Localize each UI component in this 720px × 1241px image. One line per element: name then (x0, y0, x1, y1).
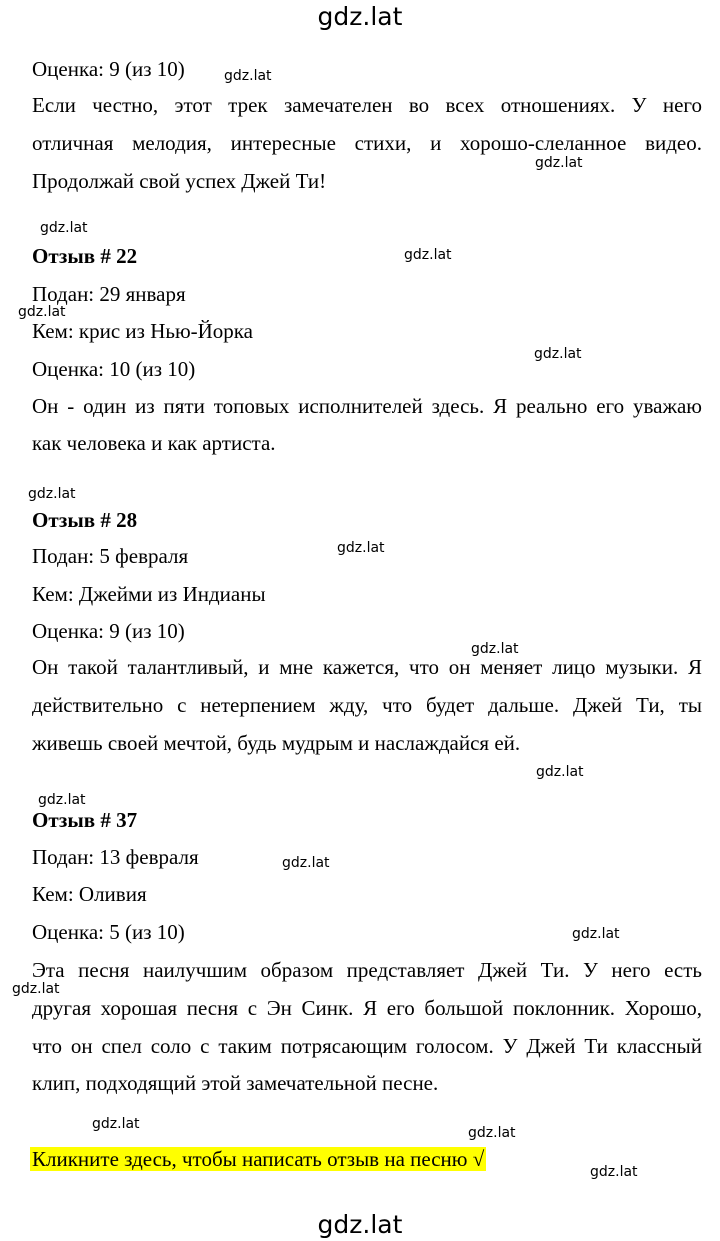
watermark: gdz.lat (18, 304, 66, 320)
review-body-line: Он - один из пяти топовых исполнителей здесь. Я реально его уважаю (32, 394, 702, 418)
intro-body-line: отличная мелодия, интересные стихи, и хорошо-слеланное видео. (32, 131, 702, 155)
review-body-line: действительно с нетерпением жду, что будет дальше. Джей Ти, ты (32, 693, 702, 717)
watermark: gdz.lat (28, 486, 76, 502)
intro-body-line: Продолжай свой успех Джей Ти! (32, 169, 327, 193)
review-author: Кем: Джейми из Индианы (32, 582, 266, 606)
watermark: gdz.lat (590, 1164, 638, 1180)
review-rating: Оценка: 10 (из 10) (32, 357, 196, 381)
watermark: gdz.lat (282, 855, 330, 871)
review-body-line: что он спел соло с таким потрясающим голосом. У Джей Ти классный (32, 1034, 702, 1058)
watermark: gdz.lat (471, 641, 519, 657)
review-rating: Оценка: 9 (из 10) (32, 619, 185, 643)
watermark: gdz.lat (337, 540, 385, 556)
review-body-line: как человека и как артиста. (32, 431, 276, 455)
review-author: Кем: Оливия (32, 882, 147, 906)
watermark: gdz.lat (40, 220, 88, 236)
review-title: Отзыв # 37 (32, 808, 138, 832)
write-review-link[interactable] (30, 1146, 486, 1172)
watermark: gdz.lat (38, 792, 86, 808)
watermark: gdz.lat (12, 981, 60, 997)
review-body-line: живешь своей мечтой, будь мудрым и наслаждайся ей. (32, 731, 521, 755)
watermark: gdz.lat (404, 247, 452, 263)
site-header: gdz.lat (317, 2, 403, 31)
review-author: Кем: крис из Нью-Йорка (32, 319, 253, 343)
site-footer: gdz.lat (317, 1210, 403, 1239)
review-body-line: Он такой талантливый, и мне кажется, что он меняет лицо музыки. Я (32, 655, 702, 679)
review-title: Отзыв # 22 (32, 244, 138, 268)
watermark: gdz.lat (224, 68, 272, 84)
watermark: gdz.lat (536, 764, 584, 780)
review-submitted: Подан: 29 января (32, 282, 186, 306)
write-review-link-text[interactable]: Кликните здесь, чтобы написать отзыв на песню √ (32, 1147, 485, 1171)
review-title: Отзыв # 28 (32, 508, 138, 532)
review-body-line: другая хорошая песня с Эн Синк. Я его большой поклонник. Хорошо, (32, 996, 702, 1020)
review-submitted: Подан: 5 февраля (32, 544, 189, 568)
review-submitted: Подан: 13 февраля (32, 845, 199, 869)
watermark: gdz.lat (92, 1116, 140, 1132)
review-body-line: клип, подходящий этой замечательной песне. (32, 1071, 439, 1095)
watermark: gdz.lat (535, 155, 583, 171)
review-body-line: Эта песня наилучшим образом представляет Джей Ти. У него есть (32, 958, 702, 982)
review-rating: Оценка: 5 (из 10) (32, 920, 185, 944)
intro-rating: Оценка: 9 (из 10) (32, 57, 185, 81)
intro-body-line: Если честно, этот трек замечателен во всех отношениях. У него (32, 93, 702, 117)
watermark: gdz.lat (572, 926, 620, 942)
watermark: gdz.lat (468, 1125, 516, 1141)
watermark: gdz.lat (534, 346, 582, 362)
